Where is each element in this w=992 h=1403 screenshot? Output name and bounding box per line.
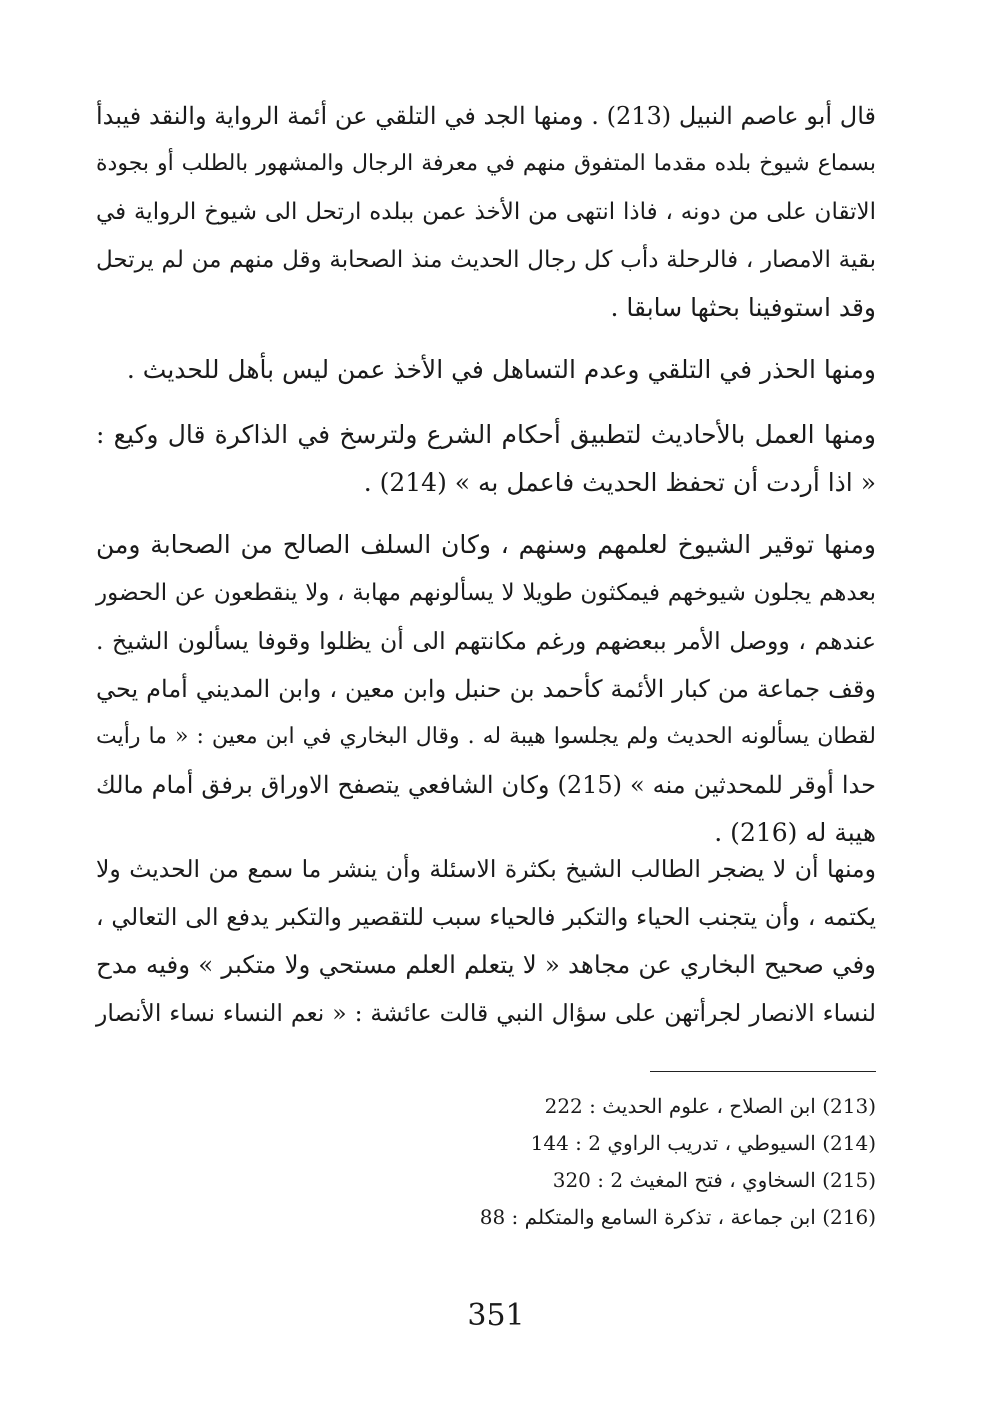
text-line: بعدهم يجلون شيوخهم فيمكثون طويلا لا يسألونهم مهابة ، ولا ينقطعون عن الحضور (96, 580, 876, 606)
text-line: لقطان يسألونه الحديث ولم يجلسوا هيبة له . وقال البخاري في ابن معين : « ما رأيت (96, 724, 876, 749)
text-line: قال أبو عاصم النبيل (213) . ومنها الجد في التلقي عن أئمة الرواية والنقد فيبدأ (96, 102, 877, 130)
text-line: عندهم ، ووصل الأمر ببعضهم ورغم مكانتهم الى أن يظلوا وقوفا يسألون الشيخ . (96, 627, 876, 655)
text-line: ومنها الحذر في التلقي وعدم التساهل في الأخذ عمن ليس بأهل للحديث . (126, 355, 876, 384)
text-line: « اذا أردت أن تحفظ الحديث فاعمل به » (214) . (363, 468, 876, 497)
text-line: ومنها أن لا يضجر الطالب الشيخ بكثرة الاسئلة وأن ينشر ما سمع من الحديث ولا (96, 855, 876, 883)
text-line: وفي صحيح البخاري عن مجاهد « لا يتعلم العلم مستحي ولا متكبر » وفيه مدح (96, 950, 876, 979)
text-line: بقية الامصار ، فالرحلة دأب كل رجال الحديث منذ الصحابة وقل منهم من لم يرتحل (96, 247, 876, 273)
footnote-215: (215) السخاوي ، فتح المغيث 2 : 320 (552, 1168, 876, 1192)
paragraph-rihla (96, 92, 876, 332)
footnote-216: (216) ابن جماعة ، تذكرة السامع والمتكلم : 88 (479, 1205, 876, 1229)
page-number: 351 (467, 1298, 525, 1333)
text-line: الاتقان على من دونه ، فاذا انتهى من الأخذ عمن ببلده ارتحل الى شيوخ الرواية في (96, 199, 876, 225)
text-line: ومنها العمل بالأحاديث لتطبيق أحكام الشرع ولترسخ في الذاكرة قال وكيع : (96, 420, 876, 449)
paragraph-practice (96, 411, 876, 507)
footnote-214: (214) السيوطي ، تدريب الراوي 2 : 144 (530, 1131, 876, 1155)
text-line: بسماع شيوخ بلده مقدما المتفوق منهم في معرفة الرجال والمشهور بالطلب أو بجودة (96, 151, 876, 176)
footnote-213: (213) ابن الصلاح ، علوم الحديث : 222 (544, 1094, 876, 1118)
footnote-divider (650, 1071, 876, 1072)
paragraph-respect (96, 521, 876, 857)
footnotes (400, 1088, 876, 1236)
text-line: يكتمه ، وأن يتجنب الحياء والتكبر فالحياء سبب للتقصير والتكبر يدفع الى التعالي ، (96, 903, 876, 931)
text-line: هيبة له (216) . (714, 818, 876, 847)
text-line: وقف جماعة من كبار الأئمة كأحمد بن حنبل وابن معين ، وابن المديني أمام يحي (96, 675, 876, 703)
text-line: وقد استوفينا بحثها سابقا . (610, 293, 876, 322)
text-line: ومنها توقير الشيوخ لعلمهم وسنهم ، وكان السلف الصالح من الصحابة ومن (96, 530, 876, 559)
text-line: حدا أوقر للمحدثين منه » (215) وكان الشافعي يتصفح الاوراق برفق أمام مالك (96, 771, 876, 799)
paragraph-caution (96, 346, 876, 394)
paragraph-questions (96, 845, 876, 1037)
text-line: لنساء الانصار لجرأتهن على سؤال النبي قالت عائشة : « نعم النساء نساء الأنصار (96, 999, 876, 1027)
